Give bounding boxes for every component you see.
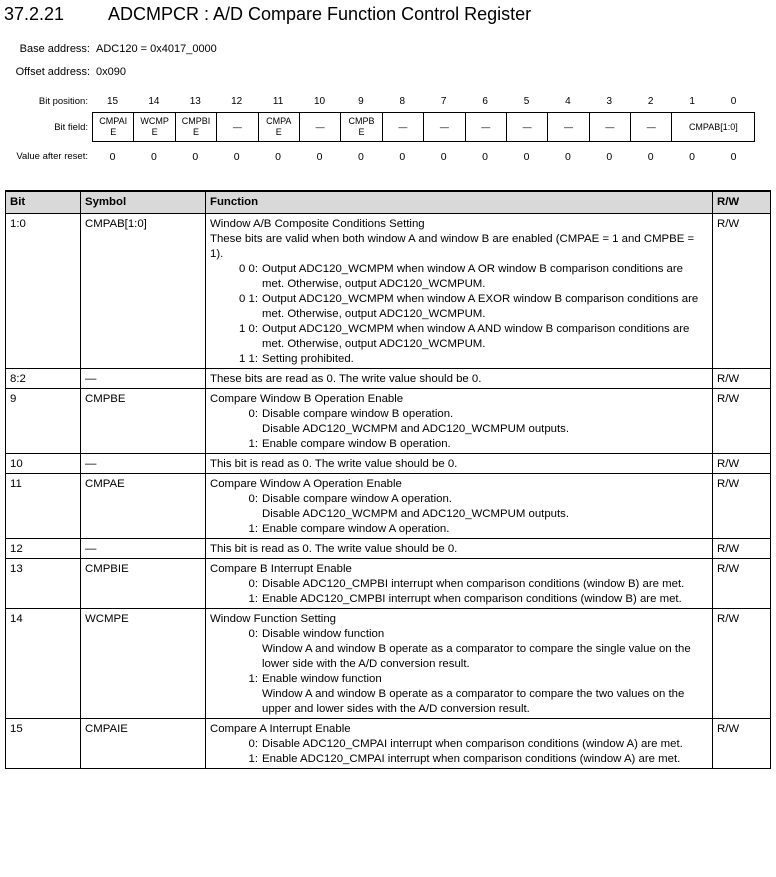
table-row bbox=[6, 608, 771, 718]
bit-position-number: 4 bbox=[565, 96, 571, 107]
reset-value-label: Value after reset: bbox=[16, 151, 88, 162]
bit-field-name: — bbox=[398, 121, 408, 132]
option-key: 0: bbox=[248, 737, 258, 750]
rw-cell: R/W bbox=[713, 388, 771, 453]
function-text: Compare Window B Operation Enable bbox=[210, 392, 404, 405]
option-key: 1 1: bbox=[239, 352, 258, 365]
function-option bbox=[210, 672, 708, 717]
reset-value: 0 bbox=[233, 151, 240, 163]
bit-field-cell bbox=[465, 113, 506, 142]
symbol-cell: — bbox=[81, 453, 206, 473]
option-description: Enable window function Window A and window B operate as a comparator to compare the two values on the upper and lower sides with the A/D conversion result. bbox=[262, 672, 685, 715]
bit-field-cell bbox=[341, 113, 382, 142]
function-option bbox=[210, 492, 708, 522]
bit-field-name: — bbox=[605, 121, 615, 132]
reset-value: 0 bbox=[440, 151, 447, 163]
reset-value: 0 bbox=[357, 151, 364, 163]
bit-field-name: — bbox=[646, 121, 656, 132]
symbol-cell: — bbox=[81, 368, 206, 388]
reset-value: 0 bbox=[482, 151, 489, 163]
function-option bbox=[210, 322, 708, 352]
function-option bbox=[210, 262, 708, 292]
bit-field-cell bbox=[424, 113, 465, 142]
bit-position-number: 2 bbox=[647, 96, 654, 107]
option-key: 0 0: bbox=[239, 262, 258, 275]
symbol-cell: CMPAIE bbox=[81, 718, 206, 768]
option-description: Enable compare window A operation. bbox=[262, 522, 450, 535]
bit-position-number: 14 bbox=[148, 96, 160, 107]
rw-cell: R/W bbox=[713, 213, 771, 368]
reset-value: 0 bbox=[399, 151, 406, 163]
bit-field-cell bbox=[382, 113, 423, 142]
bit-field-cell bbox=[548, 113, 589, 142]
bit-field-name-cont: E bbox=[275, 127, 282, 137]
function-cell bbox=[206, 453, 713, 473]
bit-field-table bbox=[92, 112, 755, 142]
rw-cell: R/W bbox=[713, 473, 771, 538]
bit-field-cell bbox=[299, 113, 340, 142]
base-address bbox=[0, 43, 217, 55]
function-cell bbox=[206, 213, 713, 368]
base-address-value: ADC120 = 0x4017_0000 bbox=[96, 43, 217, 55]
symbol-cell: WCMPE bbox=[81, 608, 206, 718]
bit-position-number: 9 bbox=[358, 96, 364, 107]
option-key: 0 1: bbox=[239, 292, 258, 305]
offset-address bbox=[0, 66, 126, 78]
bit-position-number: 11 bbox=[272, 96, 284, 107]
bit-position-number: 3 bbox=[606, 96, 613, 107]
function-cell bbox=[206, 538, 713, 558]
bit-field-name: CMPBI bbox=[181, 116, 211, 126]
symbol-cell: CMPBIE bbox=[81, 558, 206, 608]
option-key: 1: bbox=[248, 672, 258, 685]
function-option bbox=[210, 577, 708, 592]
header-rw: R/W bbox=[713, 191, 771, 213]
option-description: Enable ADC120_CMPBI interrupt when comparison conditions (window B) are met. bbox=[262, 592, 682, 605]
option-description: Setting prohibited. bbox=[262, 352, 354, 365]
function-text: This bit is read as 0. The write value should be 0. bbox=[210, 457, 458, 470]
table-row bbox=[6, 213, 771, 368]
function-option bbox=[210, 352, 708, 367]
function-text: This bit is read as 0. The write value should be 0. bbox=[210, 542, 458, 555]
reset-value: 0 bbox=[275, 151, 282, 163]
bit-position-number: 13 bbox=[189, 96, 201, 107]
bit-field-name: — bbox=[481, 121, 491, 132]
table-row bbox=[6, 453, 771, 473]
function-text: These bits are valid when both window A and window B are enabled (CMPAE = 1 and CMPBE = 1). bbox=[210, 232, 695, 260]
option-key: 1 0: bbox=[239, 322, 258, 335]
function-option bbox=[210, 437, 708, 452]
bit-position-number: 0 bbox=[730, 96, 737, 107]
option-key: 1: bbox=[248, 592, 258, 605]
bit-cell: 1:0 bbox=[6, 213, 81, 368]
bit-field-name: — bbox=[315, 121, 325, 132]
bit-field-name: CMPAB[1:0] bbox=[688, 121, 738, 132]
bit-field-cell bbox=[258, 113, 299, 142]
reset-value: 0 bbox=[150, 151, 157, 163]
function-text: Window A/B Composite Conditions Setting bbox=[210, 217, 425, 230]
bit-position-label: Bit position: bbox=[38, 96, 88, 107]
bit-position-number: 15 bbox=[106, 96, 119, 107]
bit-field-name: — bbox=[563, 121, 573, 132]
reset-value: 0 bbox=[689, 151, 696, 163]
rw-cell: R/W bbox=[713, 368, 771, 388]
table-row bbox=[6, 558, 771, 608]
option-description: Disable compare window A operation. Disable ADC120_WCMPM and ADC120_WCMPUM outputs. bbox=[262, 492, 570, 520]
register-title: ADCMPCR : A/D Compare Function Control Register bbox=[108, 4, 532, 24]
bit-field-name-cont: E bbox=[151, 127, 158, 137]
table-row bbox=[6, 388, 771, 453]
option-key: 0: bbox=[248, 577, 258, 590]
bit-field-name-cont: E bbox=[110, 127, 117, 137]
bit-position-number: 6 bbox=[482, 96, 488, 107]
base-address-label: Base address: bbox=[19, 43, 90, 55]
bit-position-number: 7 bbox=[440, 96, 447, 107]
bit-field-label: Bit field: bbox=[54, 122, 88, 133]
option-description: Output ADC120_WCMPM when window A OR window B comparison conditions are met. Otherwise, output ADC120_WCMPUM. bbox=[262, 262, 684, 290]
bit-cell: 9 bbox=[6, 388, 81, 453]
bit-field-cell bbox=[134, 113, 175, 142]
reset-value: 0 bbox=[192, 151, 199, 163]
function-text: Compare A Interrupt Enable bbox=[210, 722, 351, 735]
reset-value: 0 bbox=[523, 151, 530, 163]
bit-field-cell bbox=[217, 113, 258, 142]
function-cell bbox=[206, 473, 713, 538]
bit-cell: 8:2 bbox=[6, 368, 81, 388]
function-option bbox=[210, 737, 708, 752]
register-description-table bbox=[5, 190, 771, 769]
bit-cell: 11 bbox=[6, 473, 81, 538]
function-option bbox=[210, 627, 708, 672]
section-number: 37.2.21 bbox=[4, 4, 65, 24]
bit-position-number: 1 bbox=[689, 96, 695, 107]
bit-position-number: 10 bbox=[313, 96, 326, 107]
option-key: 0: bbox=[248, 407, 258, 420]
reset-value: 0 bbox=[730, 151, 737, 163]
bit-cell: 10 bbox=[6, 453, 81, 473]
option-key: 1: bbox=[248, 437, 258, 450]
option-description: Output ADC120_WCMPM when window A EXOR window B comparison conditions are met. Otherwise, output ADC120_WCMPUM. bbox=[262, 292, 699, 320]
option-key: 1: bbox=[248, 752, 258, 765]
bit-cell: 12 bbox=[6, 538, 81, 558]
bit-field-cell bbox=[672, 113, 755, 142]
bit-field-name-cont: E bbox=[192, 127, 199, 137]
function-text: These bits are read as 0. The write value should be 0. bbox=[210, 372, 482, 385]
bit-position-number: 5 bbox=[523, 96, 530, 107]
bit-field-name-cont: E bbox=[358, 127, 365, 137]
bit-field-name: — bbox=[232, 121, 242, 132]
reset-value: 0 bbox=[606, 151, 613, 163]
bit-cell: 13 bbox=[6, 558, 81, 608]
rw-cell: R/W bbox=[713, 453, 771, 473]
bit-field-name: CMPA bbox=[266, 116, 292, 126]
function-cell bbox=[206, 368, 713, 388]
function-text: Compare Window A Operation Enable bbox=[210, 477, 402, 490]
bit-field-cell bbox=[631, 113, 672, 142]
symbol-cell: CMPBE bbox=[81, 388, 206, 453]
header-bit: Bit bbox=[6, 191, 81, 213]
rw-cell: R/W bbox=[713, 538, 771, 558]
bit-field-name: CMPAI bbox=[99, 116, 128, 126]
rw-cell: R/W bbox=[713, 608, 771, 718]
function-option bbox=[210, 407, 708, 437]
bit-position-number: 8 bbox=[399, 96, 406, 107]
bit-field-name: — bbox=[439, 121, 449, 132]
offset-address-label: Offset address: bbox=[15, 66, 90, 78]
function-text: Window Function Setting bbox=[210, 612, 336, 625]
option-key: 0: bbox=[248, 627, 258, 640]
reset-value: 0 bbox=[316, 151, 323, 163]
bit-field-name: WCMP bbox=[140, 116, 169, 126]
header-symbol: Symbol bbox=[81, 191, 206, 213]
function-cell bbox=[206, 608, 713, 718]
bit-field-name: — bbox=[522, 121, 532, 132]
function-option bbox=[210, 292, 708, 322]
bit-cell: 15 bbox=[6, 718, 81, 768]
table-row bbox=[6, 718, 771, 768]
reset-value: 0 bbox=[647, 151, 654, 163]
symbol-cell: — bbox=[81, 538, 206, 558]
bit-field-cell bbox=[93, 113, 134, 142]
bit-field-cell bbox=[589, 113, 630, 142]
rw-cell: R/W bbox=[713, 558, 771, 608]
reset-value: 0 bbox=[109, 151, 116, 163]
symbol-cell: CMPAE bbox=[81, 473, 206, 538]
table-row bbox=[6, 538, 771, 558]
bit-field-cell bbox=[506, 113, 547, 142]
table-row bbox=[6, 473, 771, 538]
function-cell bbox=[206, 558, 713, 608]
option-key: 0: bbox=[248, 492, 258, 505]
rw-cell: R/W bbox=[713, 718, 771, 768]
function-option bbox=[210, 752, 708, 767]
function-text: Compare B Interrupt Enable bbox=[210, 562, 352, 575]
option-description: Enable ADC120_CMPAI interrupt when comparison conditions (window A) are met. bbox=[262, 752, 681, 765]
option-description: Disable window function Window A and window B operate as a comparator to compare the single value on the lower side with the A/D conversion result. bbox=[262, 627, 691, 670]
option-key: 1: bbox=[248, 522, 258, 535]
function-cell bbox=[206, 388, 713, 453]
reset-value: 0 bbox=[564, 151, 571, 163]
offset-address-value: 0x090 bbox=[96, 66, 126, 78]
option-description: Output ADC120_WCMPM when window A AND window B comparison conditions are met. Otherwise, output ADC120_WCMPUM. bbox=[262, 322, 690, 350]
option-description: Disable ADC120_CMPAI interrupt when comparison conditions (window A) are met. bbox=[262, 737, 683, 750]
function-option bbox=[210, 522, 708, 537]
symbol-cell: CMPAB[1:0] bbox=[81, 213, 206, 368]
function-option bbox=[210, 592, 708, 607]
bit-position-number: 12 bbox=[231, 96, 243, 107]
option-description: Disable compare window B operation. Disable ADC120_WCMPM and ADC120_WCMPUM outputs. bbox=[262, 407, 570, 435]
option-description: Enable compare window B operation. bbox=[262, 437, 451, 450]
table-row bbox=[6, 368, 771, 388]
bit-field-cell bbox=[175, 113, 216, 142]
section-title bbox=[4, 4, 531, 25]
table-header-row bbox=[6, 191, 771, 213]
bit-cell: 14 bbox=[6, 608, 81, 718]
option-description: Disable ADC120_CMPBI interrupt when comparison conditions (window B) are met. bbox=[262, 577, 685, 590]
function-cell bbox=[206, 718, 713, 768]
header-function: Function bbox=[206, 191, 713, 213]
bit-field-name: CMPB bbox=[348, 116, 375, 126]
